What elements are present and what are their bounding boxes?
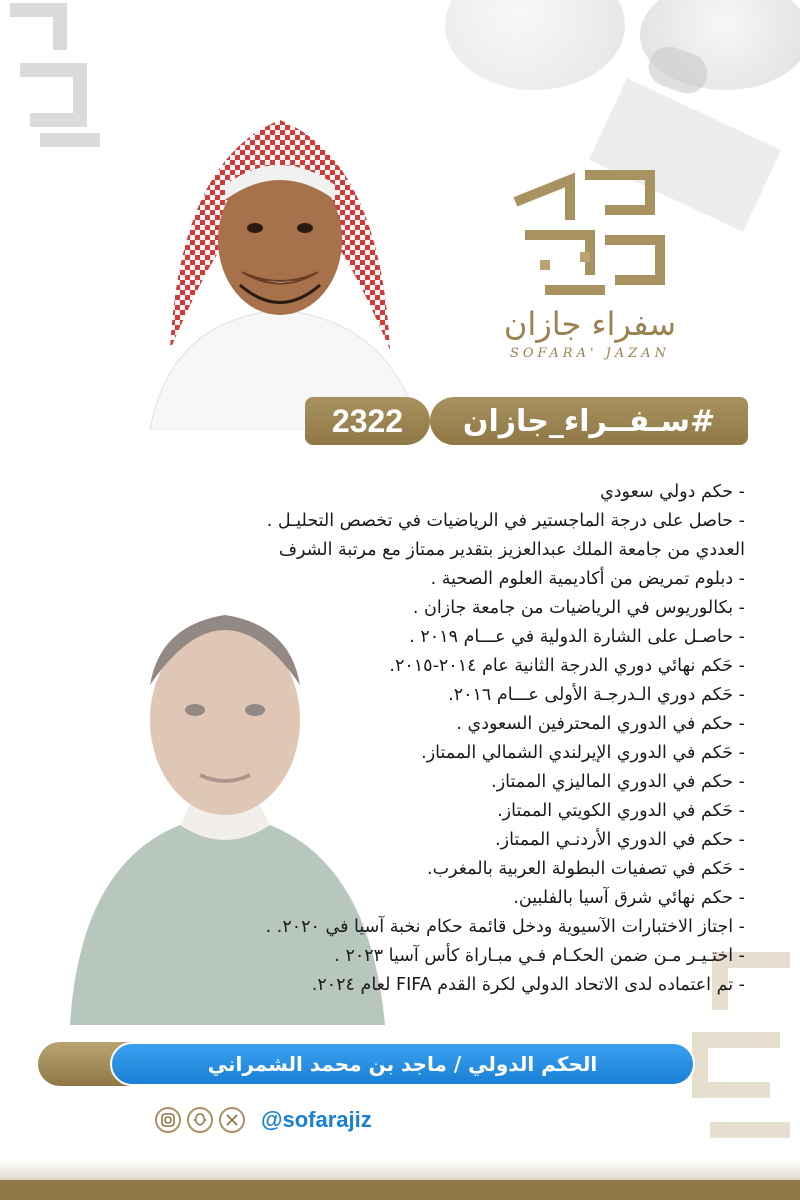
achievement-item: العددي من جامعة الملك عبدالعزيز بتقدير ممتاز مع مرتبة الشرف: [278, 540, 745, 560]
logo-english-text: SOFARA' JAZAN: [509, 346, 671, 361]
achievement-item: - حاصـل على الشارة الدولية في عـــام ٢٠١٩ .: [409, 627, 745, 647]
referee-name-bar: الحكم الدولي / ماجد بن محمد الشمراني: [110, 1042, 695, 1086]
achievement-item: - دبلوم تمريض من أكاديمية العلوم الصحية .: [430, 569, 745, 589]
achievement-item: - اختـيـر مـن ضمن الحكـام فـي مبـاراة كأس آسيا ٢٠٢٣ .: [334, 946, 745, 966]
sofara-jazan-logo: [500, 160, 680, 310]
achievement-item: - تم اعتماده لدى الاتحاد الدولي لكرة القدم FIFA لعام ٢٠٢٤.: [311, 975, 745, 995]
social-handle[interactable]: @sofarajiz: [261, 1107, 372, 1132]
achievement-item: - حَكم في الدوري الكويتي الممتاز.: [497, 801, 745, 821]
achievement-item: - بكالوريوس في الرياضيات من جامعة جازان .: [412, 598, 745, 618]
achievement-item: - اجتاز الاختبارات الآسيوية ودخل قائمة حكام نخبة آسيا في ٢٠٢٠. .: [265, 917, 745, 937]
achievement-item: - حَكم في تصفيات البطولة العربية بالمغرب.: [427, 859, 745, 879]
soccer-ball-graphic: [445, 0, 625, 90]
achievement-item: - حكم في الدوري المحترفين السعودي .: [456, 714, 745, 734]
achievement-item: - حَكم نهائي دوري الدرجة الثانية عام ٢٠١٤-٢٠١٥.: [389, 656, 745, 676]
profile-number: 2322: [305, 397, 430, 445]
hashtag-banner: #سـفــراء_جازان: [430, 397, 748, 445]
bottom-gold-strip: [0, 1180, 800, 1200]
logo-arabic-text: سفراء جازان: [503, 305, 677, 343]
achievement-item: - حاصل على درجة الماجستير في الرياضيات في تخصص التحليـل .: [266, 511, 745, 531]
achievements-list: [40, 478, 745, 1000]
instagram-icon[interactable]: [155, 1107, 181, 1133]
referee-photo-casual: [130, 100, 430, 430]
snapchat-icon[interactable]: [187, 1107, 213, 1133]
achievement-item: - حكم في الدوري الماليزي الممتاز.: [491, 772, 745, 792]
decorative-pattern-top-left: [0, 0, 110, 170]
achievement-item: - حكم نهائي شرق آسيا بالفلبين.: [513, 888, 745, 908]
achievement-item: - حَكم دوري الـدرجـة الأولى عـــام ٢٠١٦.: [448, 685, 745, 705]
x-icon[interactable]: [219, 1107, 245, 1133]
social-links: [155, 1103, 372, 1137]
achievement-item: - حَكم في الدوري الإيرلندي الشمالي الممتاز.: [421, 743, 745, 763]
achievement-item: - حكم في الدوري الأردنـي الممتاز.: [495, 830, 745, 850]
achievement-item: - حكم دولي سعودي: [600, 482, 745, 502]
